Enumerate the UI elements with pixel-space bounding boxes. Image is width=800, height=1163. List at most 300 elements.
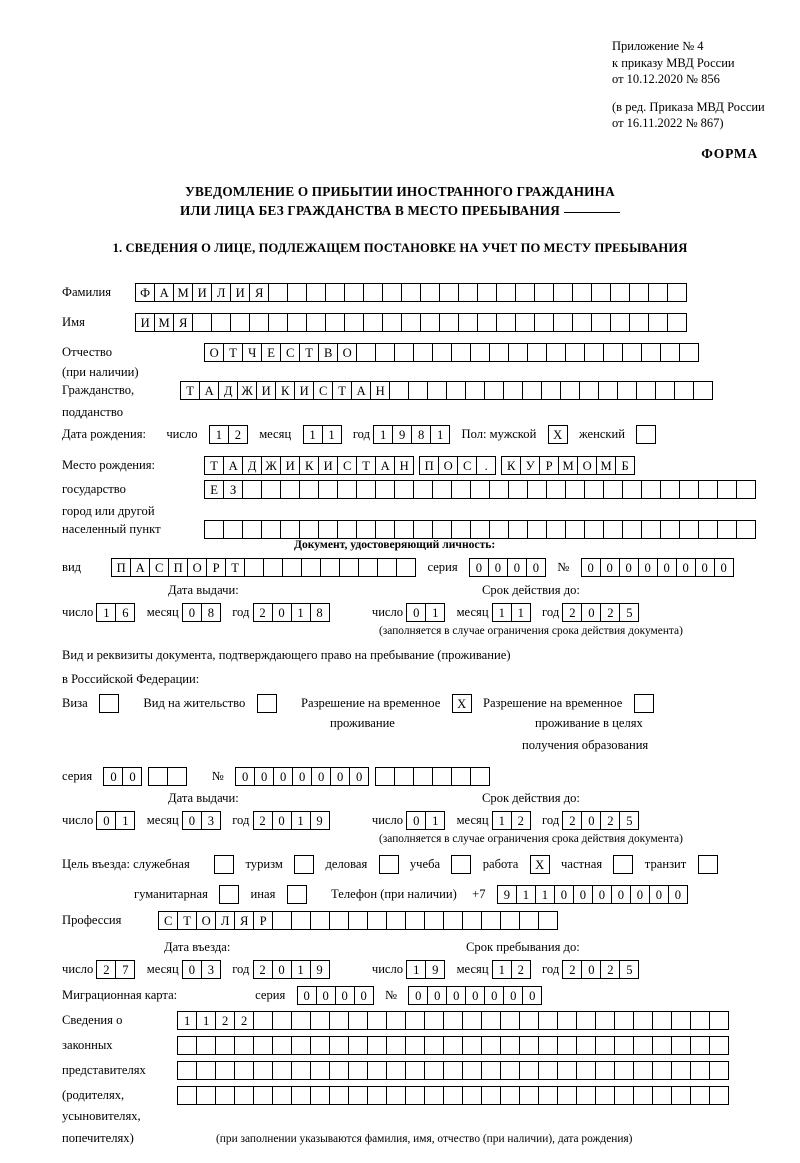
birthplace-line3-cell[interactable] — [698, 520, 718, 539]
stay-until-year-cell[interactable]: 0 — [581, 960, 601, 979]
name-cell[interactable] — [591, 313, 611, 332]
surname-cell[interactable]: И — [192, 283, 212, 302]
surname-cell[interactable] — [363, 283, 383, 302]
name-cell[interactable] — [363, 313, 383, 332]
profession-cell[interactable] — [462, 911, 482, 930]
doc-issue-year-input[interactable] — [253, 603, 330, 622]
birthplace-input-line1[interactable] — [204, 456, 635, 475]
legal-rep-3-cell[interactable] — [462, 1061, 482, 1080]
birth-year-cell[interactable]: 8 — [411, 425, 431, 444]
surname-cell[interactable] — [572, 283, 592, 302]
name-cell[interactable] — [325, 313, 345, 332]
purpose-study-checkbox[interactable] — [451, 855, 471, 874]
stay-valid-day-cell[interactable]: 1 — [425, 811, 445, 830]
citizenship-cell[interactable] — [446, 381, 466, 400]
patronymic-input[interactable] — [204, 343, 699, 362]
purpose-service-checkbox[interactable] — [214, 855, 234, 874]
legal-rep-3-cell[interactable] — [424, 1061, 444, 1080]
legal-rep-2-cell[interactable] — [652, 1036, 672, 1055]
stay-issue-day-cell[interactable]: 1 — [115, 811, 135, 830]
birthplace-line3-cell[interactable] — [546, 520, 566, 539]
name-cell[interactable] — [344, 313, 364, 332]
stay-series-cell[interactable]: 0 — [122, 767, 142, 786]
citizenship-cell[interactable] — [389, 381, 409, 400]
surname-cell[interactable] — [477, 283, 497, 302]
legal-rep-2-cell[interactable] — [500, 1036, 520, 1055]
name-cell[interactable] — [439, 313, 459, 332]
legal-rep-4-cell[interactable] — [310, 1086, 330, 1105]
legal-rep-1-cell[interactable] — [633, 1011, 653, 1030]
stay-issue-month-input[interactable] — [182, 811, 221, 830]
birthplace-line2-cell[interactable] — [622, 480, 642, 499]
name-cell[interactable]: И — [135, 313, 155, 332]
birthplace-line2-cell[interactable] — [527, 480, 547, 499]
birthplace-line3-cell[interactable] — [508, 520, 528, 539]
legal-rep-3-cell[interactable] — [538, 1061, 558, 1080]
citizenship-cell[interactable] — [503, 381, 523, 400]
legal-rep-4-cell[interactable] — [557, 1086, 577, 1105]
legal-rep-2-cell[interactable] — [348, 1036, 368, 1055]
doc-series-cell[interactable]: 0 — [488, 558, 508, 577]
birthplace-line1-cell[interactable]: Ж — [261, 456, 281, 475]
entry-month-cell[interactable]: 3 — [201, 960, 221, 979]
legal-rep-2-cell[interactable] — [576, 1036, 596, 1055]
surname-cell[interactable] — [344, 283, 364, 302]
doc-number-cell[interactable]: 0 — [714, 558, 734, 577]
stay-number-input[interactable] — [235, 767, 490, 786]
stay-number-cell[interactable] — [470, 767, 490, 786]
stay-issue-year-cell[interactable]: 9 — [310, 811, 330, 830]
name-cell[interactable] — [610, 313, 630, 332]
name-cell[interactable]: М — [154, 313, 174, 332]
entry-day-cell[interactable]: 7 — [115, 960, 135, 979]
name-cell[interactable] — [268, 313, 288, 332]
legal-rep-3-cell[interactable] — [348, 1061, 368, 1080]
legal-rep-4-cell[interactable] — [519, 1086, 539, 1105]
legal-rep-4-cell[interactable] — [329, 1086, 349, 1105]
citizenship-cell[interactable] — [465, 381, 485, 400]
patronymic-cell[interactable] — [470, 343, 490, 362]
birthplace-line3-cell[interactable] — [584, 520, 604, 539]
profession-cell[interactable]: Р — [253, 911, 273, 930]
valid-year-cell[interactable]: 2 — [562, 603, 582, 622]
entry-year-cell[interactable]: 0 — [272, 960, 292, 979]
birthplace-line2-cell[interactable] — [413, 480, 433, 499]
legal-rep-1-cell[interactable] — [253, 1011, 273, 1030]
birthplace-line1-cell[interactable]: Н — [394, 456, 414, 475]
profession-cell[interactable]: С — [158, 911, 178, 930]
phone-cell[interactable]: 0 — [649, 885, 669, 904]
doc-issue-day-input[interactable] — [96, 603, 135, 622]
stay-valid-day-input[interactable] — [406, 811, 445, 830]
patronymic-cell[interactable]: Ч — [242, 343, 262, 362]
doc-number-cell[interactable]: 0 — [695, 558, 715, 577]
birthplace-line2-cell[interactable] — [717, 480, 737, 499]
migration-number-input[interactable] — [408, 986, 542, 1005]
birthplace-line1-cell[interactable]: А — [223, 456, 243, 475]
birth-month-cell[interactable]: 1 — [303, 425, 323, 444]
surname-cell[interactable] — [325, 283, 345, 302]
legal-rep-2-cell[interactable] — [709, 1036, 729, 1055]
doc-series-cell[interactable]: 0 — [507, 558, 527, 577]
legal-rep-1-cell[interactable] — [405, 1011, 425, 1030]
legal-rep-2-cell[interactable] — [367, 1036, 387, 1055]
migration-number-cell[interactable]: 0 — [427, 986, 447, 1005]
profession-input[interactable] — [158, 911, 558, 930]
legal-rep-2-cell[interactable] — [614, 1036, 634, 1055]
legal-rep-4-cell[interactable] — [709, 1086, 729, 1105]
birthplace-line3-cell[interactable] — [223, 520, 243, 539]
birthplace-line1-cell[interactable]: С — [337, 456, 357, 475]
birthplace-line1-cell[interactable]: Б — [615, 456, 635, 475]
patronymic-cell[interactable] — [375, 343, 395, 362]
profession-cell[interactable] — [519, 911, 539, 930]
legal-rep-2-cell[interactable] — [329, 1036, 349, 1055]
name-cell[interactable] — [249, 313, 269, 332]
stay-until-day-cell[interactable]: 1 — [406, 960, 426, 979]
name-cell[interactable] — [572, 313, 592, 332]
valid-year-cell[interactable]: 0 — [581, 603, 601, 622]
legal-rep-3-cell[interactable] — [690, 1061, 710, 1080]
stay-until-day-cell[interactable]: 9 — [425, 960, 445, 979]
birthplace-line3-cell[interactable] — [565, 520, 585, 539]
migration-series-cell[interactable]: 0 — [354, 986, 374, 1005]
valid-year-cell[interactable]: 5 — [619, 603, 639, 622]
phone-cell[interactable]: 0 — [668, 885, 688, 904]
visa-checkbox[interactable] — [99, 694, 119, 713]
stay-until-month-input[interactable] — [492, 960, 531, 979]
doc-type-cell[interactable]: П — [168, 558, 188, 577]
stay-valid-month-cell[interactable]: 2 — [511, 811, 531, 830]
legal-rep-1-cell[interactable] — [348, 1011, 368, 1030]
legal-rep-2-cell[interactable] — [557, 1036, 577, 1055]
legal-rep-3-cell[interactable] — [443, 1061, 463, 1080]
birthplace-line1-cell[interactable]: А — [375, 456, 395, 475]
surname-cell[interactable] — [401, 283, 421, 302]
birthplace-line3-cell[interactable] — [470, 520, 490, 539]
doc-number-cell[interactable]: 0 — [638, 558, 658, 577]
profession-cell[interactable] — [405, 911, 425, 930]
stay-number-cell[interactable] — [375, 767, 395, 786]
birthplace-line1-cell[interactable]: У — [520, 456, 540, 475]
birthplace-line2-cell[interactable] — [508, 480, 528, 499]
surname-cell[interactable] — [515, 283, 535, 302]
birthplace-line3-cell[interactable] — [622, 520, 642, 539]
legal-rep-4-cell[interactable] — [462, 1086, 482, 1105]
patronymic-cell[interactable] — [622, 343, 642, 362]
birthplace-line1-cell[interactable]: М — [558, 456, 578, 475]
legal-rep-2-cell[interactable] — [462, 1036, 482, 1055]
doc-issue-month-input[interactable] — [182, 603, 221, 622]
legal-rep-4-cell[interactable] — [405, 1086, 425, 1105]
citizenship-cell[interactable] — [522, 381, 542, 400]
birthplace-line2-cell[interactable] — [641, 480, 661, 499]
patronymic-cell[interactable] — [660, 343, 680, 362]
birth-month-cell[interactable]: 1 — [322, 425, 342, 444]
legal-rep-2-cell[interactable] — [481, 1036, 501, 1055]
surname-cell[interactable] — [667, 283, 687, 302]
legal-rep-1-cell[interactable]: 2 — [234, 1011, 254, 1030]
legal-rep-1-cell[interactable] — [709, 1011, 729, 1030]
stay-number-cell[interactable]: 0 — [254, 767, 274, 786]
patronymic-cell[interactable] — [641, 343, 661, 362]
legal-rep-1-cell[interactable] — [367, 1011, 387, 1030]
stay-number-cell[interactable] — [432, 767, 452, 786]
profession-cell[interactable] — [329, 911, 349, 930]
birthplace-line2-cell[interactable] — [375, 480, 395, 499]
legal-rep-2-cell[interactable] — [671, 1036, 691, 1055]
doc-series-cell[interactable]: 0 — [526, 558, 546, 577]
birthplace-line2-cell[interactable]: Е — [204, 480, 224, 499]
surname-cell[interactable] — [496, 283, 516, 302]
birthplace-line2-cell[interactable] — [565, 480, 585, 499]
birthplace-line2-cell[interactable] — [280, 480, 300, 499]
temp-residence-checkbox[interactable]: X — [452, 694, 472, 713]
stay-valid-year-cell[interactable]: 5 — [619, 811, 639, 830]
migration-number-cell[interactable]: 0 — [408, 986, 428, 1005]
doc-type-cell[interactable]: Т — [225, 558, 245, 577]
legal-rep-2-cell[interactable] — [177, 1036, 197, 1055]
issue-month-cell[interactable]: 8 — [201, 603, 221, 622]
legal-rep-2-cell[interactable] — [196, 1036, 216, 1055]
profession-cell[interactable]: Л — [215, 911, 235, 930]
birthplace-line2-cell[interactable] — [299, 480, 319, 499]
issue-year-cell[interactable]: 8 — [310, 603, 330, 622]
stay-until-year-input[interactable] — [562, 960, 639, 979]
citizenship-cell[interactable] — [598, 381, 618, 400]
citizenship-cell[interactable] — [674, 381, 694, 400]
doc-type-cell[interactable] — [282, 558, 302, 577]
doc-number-cell[interactable]: 0 — [676, 558, 696, 577]
legal-rep-4-cell[interactable] — [481, 1086, 501, 1105]
birth-year-cell[interactable]: 9 — [392, 425, 412, 444]
stay-valid-day-cell[interactable]: 0 — [406, 811, 426, 830]
surname-cell[interactable]: М — [173, 283, 193, 302]
surname-cell[interactable] — [306, 283, 326, 302]
doc-number-cell[interactable]: 0 — [600, 558, 620, 577]
legal-rep-4-cell[interactable] — [367, 1086, 387, 1105]
entry-year-cell[interactable]: 2 — [253, 960, 273, 979]
birthplace-input-line2[interactable] — [204, 480, 756, 499]
legal-rep-3-cell[interactable] — [177, 1061, 197, 1080]
birthplace-line1-cell[interactable]: С — [457, 456, 477, 475]
legal-rep-3-cell[interactable] — [595, 1061, 615, 1080]
birthplace-line2-cell[interactable]: З — [223, 480, 243, 499]
citizenship-cell[interactable]: И — [256, 381, 276, 400]
stay-number-cell[interactable]: 0 — [311, 767, 331, 786]
purpose-tourism-checkbox[interactable] — [294, 855, 314, 874]
legal-rep-4-cell[interactable] — [348, 1086, 368, 1105]
birthplace-line2-cell[interactable] — [698, 480, 718, 499]
birthplace-line3-cell[interactable] — [717, 520, 737, 539]
birthplace-line2-cell[interactable] — [432, 480, 452, 499]
patronymic-cell[interactable]: О — [337, 343, 357, 362]
patronymic-cell[interactable] — [489, 343, 509, 362]
doc-type-cell[interactable] — [244, 558, 264, 577]
doc-series-cell[interactable]: 0 — [469, 558, 489, 577]
stay-number-cell[interactable]: 0 — [273, 767, 293, 786]
legal-rep-2-cell[interactable] — [519, 1036, 539, 1055]
stay-valid-year-cell[interactable]: 2 — [600, 811, 620, 830]
name-cell[interactable] — [306, 313, 326, 332]
stay-series-cell[interactable]: 0 — [103, 767, 123, 786]
legal-rep-1-cell[interactable]: 1 — [177, 1011, 197, 1030]
citizenship-cell[interactable]: И — [294, 381, 314, 400]
patronymic-cell[interactable] — [584, 343, 604, 362]
birthplace-line1-cell[interactable]: Т — [204, 456, 224, 475]
patronymic-cell[interactable]: О — [204, 343, 224, 362]
legal-rep-1-cell[interactable] — [462, 1011, 482, 1030]
profession-cell[interactable]: О — [196, 911, 216, 930]
residence-permit-checkbox[interactable] — [257, 694, 277, 713]
profession-cell[interactable]: Т — [177, 911, 197, 930]
doc-type-cell[interactable] — [396, 558, 416, 577]
purpose-transit-checkbox[interactable] — [698, 855, 718, 874]
entry-year-cell[interactable]: 1 — [291, 960, 311, 979]
legal-rep-3-cell[interactable] — [234, 1061, 254, 1080]
surname-cell[interactable] — [591, 283, 611, 302]
doc-type-cell[interactable]: О — [187, 558, 207, 577]
legal-rep-3-cell[interactable] — [709, 1061, 729, 1080]
doc-valid-day-input[interactable] — [406, 603, 445, 622]
stay-until-year-cell[interactable]: 2 — [600, 960, 620, 979]
citizenship-input[interactable] — [180, 381, 713, 400]
migration-number-cell[interactable]: 0 — [484, 986, 504, 1005]
citizenship-cell[interactable] — [408, 381, 428, 400]
birthplace-line3-cell[interactable] — [527, 520, 547, 539]
doc-type-cell[interactable]: А — [130, 558, 150, 577]
birthplace-line1-cell[interactable]: Р — [539, 456, 559, 475]
patronymic-cell[interactable] — [394, 343, 414, 362]
purpose-business-checkbox[interactable] — [379, 855, 399, 874]
valid-year-cell[interactable]: 2 — [600, 603, 620, 622]
birthplace-line1-cell[interactable]: К — [501, 456, 521, 475]
legal-rep-4-cell[interactable] — [272, 1086, 292, 1105]
birthplace-line3-cell[interactable] — [337, 520, 357, 539]
phone-cell[interactable]: 9 — [497, 885, 517, 904]
stay-series-cell[interactable] — [167, 767, 187, 786]
profession-cell[interactable] — [538, 911, 558, 930]
birthplace-line2-cell[interactable] — [584, 480, 604, 499]
doc-type-cell[interactable] — [358, 558, 378, 577]
doc-series-input[interactable] — [469, 558, 546, 577]
issue-year-cell[interactable]: 0 — [272, 603, 292, 622]
patronymic-cell[interactable] — [432, 343, 452, 362]
stay-number-cell[interactable] — [413, 767, 433, 786]
valid-day-cell[interactable]: 1 — [425, 603, 445, 622]
patronymic-cell[interactable] — [679, 343, 699, 362]
stay-until-month-cell[interactable]: 1 — [492, 960, 512, 979]
migration-number-cell[interactable]: 0 — [446, 986, 466, 1005]
phone-cell[interactable]: 0 — [592, 885, 612, 904]
legal-rep-4-cell[interactable] — [234, 1086, 254, 1105]
birthplace-line1-cell[interactable]: . — [476, 456, 496, 475]
patronymic-cell[interactable]: С — [280, 343, 300, 362]
patronymic-cell[interactable] — [527, 343, 547, 362]
birthplace-line1-cell[interactable]: Т — [356, 456, 376, 475]
birthplace-line1-cell[interactable]: К — [299, 456, 319, 475]
stay-issue-month-cell[interactable]: 0 — [182, 811, 202, 830]
legal-rep-3-cell[interactable] — [291, 1061, 311, 1080]
name-cell[interactable] — [230, 313, 250, 332]
stay-series-input[interactable] — [103, 767, 187, 786]
legal-rep-4-cell[interactable] — [690, 1086, 710, 1105]
citizenship-cell[interactable] — [484, 381, 504, 400]
surname-cell[interactable] — [420, 283, 440, 302]
patronymic-cell[interactable] — [451, 343, 471, 362]
citizenship-cell[interactable]: Т — [180, 381, 200, 400]
birthplace-line3-cell[interactable] — [318, 520, 338, 539]
birthplace-line1-cell[interactable]: П — [419, 456, 439, 475]
doc-valid-year-input[interactable] — [562, 603, 639, 622]
birth-day-cell[interactable]: 1 — [209, 425, 229, 444]
migration-series-cell[interactable]: 0 — [316, 986, 336, 1005]
legal-rep-1-cell[interactable] — [538, 1011, 558, 1030]
stay-issue-day-input[interactable] — [96, 811, 135, 830]
profession-cell[interactable]: Я — [234, 911, 254, 930]
legal-rep-4-cell[interactable] — [215, 1086, 235, 1105]
citizenship-cell[interactable]: А — [351, 381, 371, 400]
legal-rep-1-cell[interactable] — [652, 1011, 672, 1030]
legal-rep-4-cell[interactable] — [576, 1086, 596, 1105]
legal-rep-1-cell[interactable] — [310, 1011, 330, 1030]
legal-rep-3-cell[interactable] — [386, 1061, 406, 1080]
issue-day-cell[interactable]: 1 — [96, 603, 116, 622]
stay-until-year-cell[interactable]: 5 — [619, 960, 639, 979]
legal-rep-2-cell[interactable] — [253, 1036, 273, 1055]
surname-cell[interactable]: Ф — [135, 283, 155, 302]
birthplace-line2-cell[interactable] — [356, 480, 376, 499]
birth-day-input[interactable] — [209, 425, 248, 444]
surname-cell[interactable] — [382, 283, 402, 302]
legal-rep-3-cell[interactable] — [196, 1061, 216, 1080]
profession-cell[interactable] — [367, 911, 387, 930]
stay-issue-day-cell[interactable]: 0 — [96, 811, 116, 830]
migration-series-cell[interactable]: 0 — [297, 986, 317, 1005]
entry-year-cell[interactable]: 9 — [310, 960, 330, 979]
legal-rep-3-cell[interactable] — [652, 1061, 672, 1080]
issue-month-cell[interactable]: 0 — [182, 603, 202, 622]
name-cell[interactable] — [382, 313, 402, 332]
legal-rep-input-line4[interactable] — [177, 1086, 729, 1105]
stay-issue-year-cell[interactable]: 2 — [253, 811, 273, 830]
legal-rep-3-cell[interactable] — [272, 1061, 292, 1080]
issue-year-cell[interactable]: 1 — [291, 603, 311, 622]
birthplace-line3-cell[interactable] — [242, 520, 262, 539]
citizenship-cell[interactable] — [655, 381, 675, 400]
birth-month-input[interactable] — [303, 425, 342, 444]
legal-rep-2-cell[interactable] — [538, 1036, 558, 1055]
citizenship-cell[interactable]: Ж — [237, 381, 257, 400]
birthplace-line3-cell[interactable] — [679, 520, 699, 539]
stay-series-cell[interactable] — [148, 767, 168, 786]
doc-number-input[interactable] — [581, 558, 734, 577]
legal-rep-3-cell[interactable] — [557, 1061, 577, 1080]
birthplace-line2-cell[interactable] — [242, 480, 262, 499]
legal-rep-2-cell[interactable] — [234, 1036, 254, 1055]
birthplace-line1-cell[interactable]: О — [577, 456, 597, 475]
citizenship-cell[interactable]: Т — [332, 381, 352, 400]
legal-rep-4-cell[interactable] — [443, 1086, 463, 1105]
legal-rep-4-cell[interactable] — [500, 1086, 520, 1105]
profession-cell[interactable] — [272, 911, 292, 930]
surname-cell[interactable]: Л — [211, 283, 231, 302]
doc-type-cell[interactable] — [263, 558, 283, 577]
legal-rep-1-cell[interactable] — [443, 1011, 463, 1030]
patronymic-cell[interactable]: Т — [223, 343, 243, 362]
doc-type-cell[interactable]: П — [111, 558, 131, 577]
purpose-private-checkbox[interactable] — [613, 855, 633, 874]
